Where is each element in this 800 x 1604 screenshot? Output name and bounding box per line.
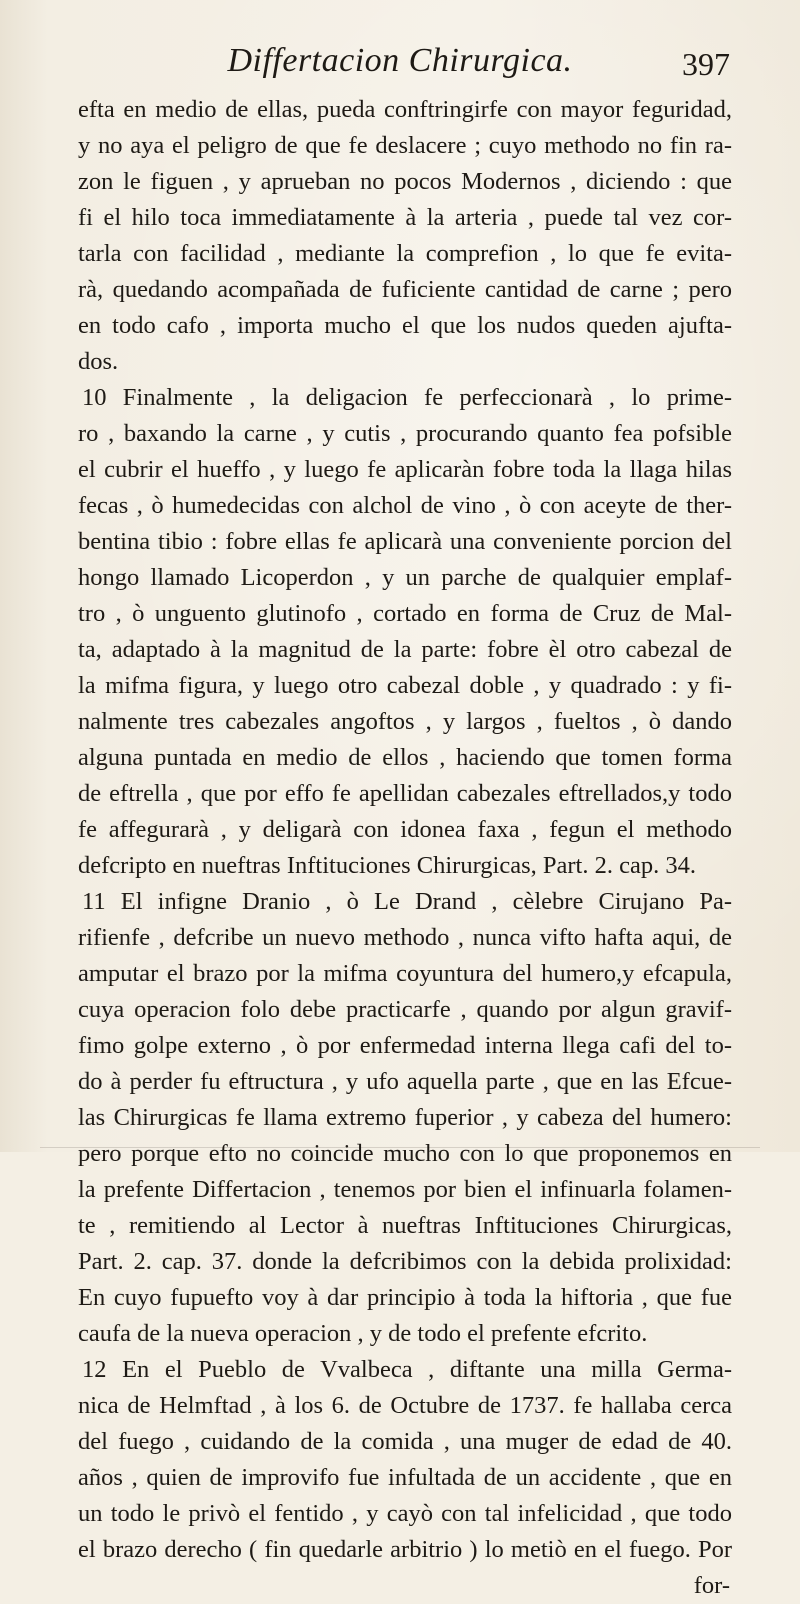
text-line: caufa de la nueva operacion , y de todo el prefente efcrito. xyxy=(78,1320,648,1347)
catchword-row xyxy=(78,1568,732,1604)
text-line: tarla con facilidad , mediante la comprefion , lo que fe evita- xyxy=(78,240,732,267)
text-line: años , quien de improvifo fue infultada de un accidente , que en xyxy=(78,1464,732,1491)
text-line: del fuego , cuidando de la comida , una muger de edad de 40. xyxy=(78,1428,732,1455)
text-line: pero porque efto no coincide mucho con lo que proponemos en xyxy=(78,1140,732,1167)
text-line: fimo golpe externo , ò por enfermedad interna llega cafi del to- xyxy=(78,1032,732,1059)
body-text xyxy=(78,92,732,1604)
text-line: el cubrir el hueffo , y luego fe aplicaràn fobre toda la llaga hilas xyxy=(78,456,732,483)
paragraph-10-start: 10 Finalmente , la deligacion fe perfeccionarà , lo prime- xyxy=(82,384,732,411)
text-line: fi el hilo toca immediatamente à la arteria , puede tal vez cor- xyxy=(78,204,732,231)
text-line: amputar el brazo por la mifma coyuntura del humero,y efcapula, xyxy=(78,960,732,987)
page-header xyxy=(0,42,800,92)
text-line: el brazo derecho ( fin quedarle arbitrio ) lo metiò en el fuego. Por xyxy=(78,1536,732,1563)
text-line: rà, quedando acompañada de fuficiente cantidad de carne ; pero xyxy=(78,276,732,303)
text-line: dos. xyxy=(78,348,119,375)
text-line: hongo llamado Licoperdon , y un parche de qualquier emplaf- xyxy=(78,564,732,591)
text-line: nalmente tres cabezales angoftos , y largos , fueltos , ò dando xyxy=(78,708,732,735)
text-line: un todo le privò el fentido , y cayò con tal infelicidad , que todo xyxy=(78,1500,732,1527)
text-line: las Chirurgicas fe llama extremo fuperior , y cabeza del humero: xyxy=(78,1104,732,1131)
text-line: bentina tibio : fobre ellas fe aplicarà una conveniente porcion del xyxy=(78,528,732,555)
text-line: en todo cafo , importa mucho el que los nudos queden ajufta- xyxy=(78,312,732,339)
catchword: for- xyxy=(693,1572,730,1599)
text-line: y no aya el peligro de que fe deslacere ; cuyo methodo no fin ra- xyxy=(78,132,732,159)
text-line: de eftrella , que por effo fe apellidan cabezales eftrellados,y todo xyxy=(78,780,732,807)
text-line: fecas , ò humedecidas con alchol de vino , ò con aceyte de ther- xyxy=(78,492,732,519)
text-line: rifienfe , defcribe un nuevo methodo , nunca vifto hafta aqui, de xyxy=(78,924,732,951)
page-number: 397 xyxy=(682,46,730,82)
text-line: tro , ò unguento glutinofo , cortado en forma de Cruz de Mal- xyxy=(78,600,732,627)
text-line: zon le figuen , y aprueban no pocos Modernos , diciendo : que xyxy=(78,168,732,195)
paragraph-11-start: 11 El infigne Dranio , ò Le Drand , cèlebre Cirujano Pa- xyxy=(82,888,732,915)
text-line: alguna puntada en medio de ellos , haciendo que tomen forma xyxy=(78,744,732,771)
text-line: fe affegurarà , y deligarà con idonea faxa , fegun el methodo xyxy=(78,816,732,843)
text-line: ta, adaptado à la magnitud de la parte: fobre èl otro cabezal de xyxy=(78,636,732,663)
running-title: Differtacion Chirurgica. xyxy=(227,42,573,79)
text-line: defcripto en nueftras Inftituciones Chirurgicas, Part. 2. cap. 34. xyxy=(78,852,696,879)
text-line: En cuyo fupuefto voy à dar principio à toda la hiftoria , que fue xyxy=(78,1284,732,1311)
text-line: ro , baxando la carne , y cutis , procurando quanto fea pofsible xyxy=(78,420,732,447)
text-line: te , remitiendo al Lector à nueftras Inftituciones Chirurgicas, xyxy=(78,1212,732,1239)
page-bottom-edge xyxy=(40,1147,760,1148)
text-line: cuya operacion folo debe practicarfe , quando por algun gravif- xyxy=(78,996,732,1023)
text-line: efta en medio de ellas, pueda conftringirfe con mayor feguridad, xyxy=(78,96,732,123)
paragraph-12-start: 12 En el Pueblo de Vvalbeca , diftante una milla Germa- xyxy=(82,1356,732,1383)
text-line: do à perder fu eftructura , y ufo aquella parte , que en las Efcue- xyxy=(78,1068,732,1095)
text-line: nica de Helmftad , à los 6. de Octubre de 1737. fe hallaba cerca xyxy=(78,1392,732,1419)
text-line: la prefente Differtacion , tenemos por bien el infinuarla folamen- xyxy=(78,1176,732,1203)
text-line: la mifma figura, y luego otro cabezal doble , y quadrado : y fi- xyxy=(78,672,732,699)
text-line: Part. 2. cap. 37. donde la defcribimos con la debida prolixidad: xyxy=(78,1248,732,1275)
